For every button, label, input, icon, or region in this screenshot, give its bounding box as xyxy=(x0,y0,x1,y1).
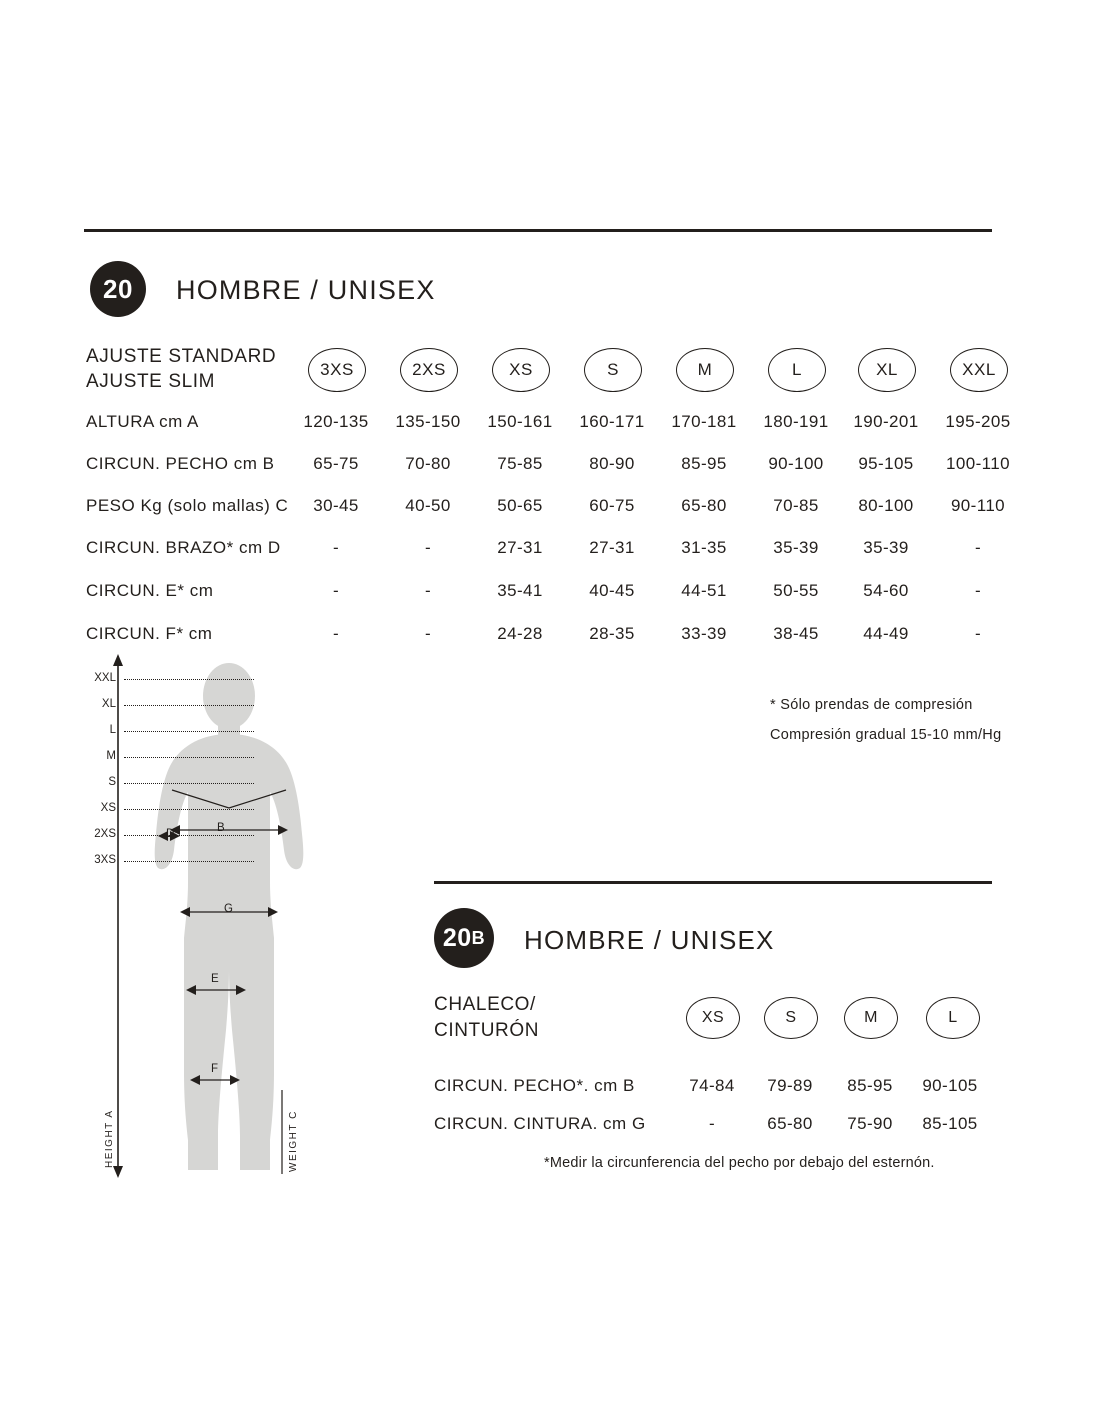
category-label-line1: CHALECO/ xyxy=(434,994,536,1015)
size-header-label: M xyxy=(697,360,713,379)
category-label xyxy=(434,992,539,1044)
section-20b-badge xyxy=(434,908,494,968)
table-cell: 24-28 xyxy=(497,624,543,643)
table-cell: 190-201 xyxy=(853,412,919,431)
section-20-title: HOMBRE / UNISEX xyxy=(176,275,436,305)
section-20-badge xyxy=(90,261,146,317)
measure-label-f: F xyxy=(211,1063,219,1075)
table-row-label: CIRCUN. BRAZO* cm D xyxy=(86,538,281,557)
table-cell: 35-41 xyxy=(497,581,543,600)
table-b-row-label: CIRCUN. PECHO*. cm B xyxy=(434,1076,635,1095)
category-label-line2: CINTURÓN xyxy=(434,1020,540,1041)
table-cell: 50-65 xyxy=(497,496,543,515)
size-header-b-s xyxy=(764,997,818,1039)
size-header-3xs xyxy=(308,348,366,392)
table-cell: 38-45 xyxy=(773,624,819,643)
size-header-xl xyxy=(858,348,916,392)
table-b-cell: 90-105 xyxy=(922,1076,978,1095)
table-cell: 80-90 xyxy=(589,454,635,473)
table-cell: 160-171 xyxy=(579,412,645,431)
fit-slim-label: AJUSTE SLIM xyxy=(86,371,216,392)
compression-note-1: * Sólo prendas de compresión xyxy=(770,697,973,713)
table-cell: - xyxy=(424,624,432,643)
body-diagram xyxy=(84,650,424,1190)
size-header-xxl xyxy=(950,348,1008,392)
size-header-label: XXL xyxy=(962,360,996,379)
section-20b-badge-sub: B xyxy=(471,927,486,948)
table-cell: 90-110 xyxy=(950,496,1006,515)
size-header-label: 2XS xyxy=(412,360,446,379)
table-cell: - xyxy=(974,624,982,643)
table-cell: 35-39 xyxy=(863,538,909,557)
size-header-label: 3XS xyxy=(320,360,354,379)
tick-label-xs: XS xyxy=(100,802,116,814)
table-cell: 70-80 xyxy=(405,454,451,473)
table-row-label: CIRCUN. PECHO cm B xyxy=(86,454,275,473)
table-cell: 80-100 xyxy=(858,496,914,515)
table-cell: 70-85 xyxy=(773,496,819,515)
size-header-label: L xyxy=(948,1009,958,1026)
table-row-label: ALTURA cm A xyxy=(86,412,199,431)
weight-axis-label: WEIGHT C xyxy=(288,1110,299,1172)
fit-type-label xyxy=(86,344,276,394)
table-row-label: CIRCUN. F* cm xyxy=(86,624,213,643)
size-header-label: XS xyxy=(509,360,533,379)
table-cell: 27-31 xyxy=(589,538,635,557)
tick-dotline xyxy=(124,809,254,811)
tick-label-xxl: XXL xyxy=(94,672,116,684)
height-axis-label: HEIGHT A xyxy=(104,1109,115,1168)
size-header-label: M xyxy=(864,1009,878,1026)
size-header-b-xs xyxy=(686,997,740,1039)
tick-dotline xyxy=(124,783,254,785)
table-cell: 65-80 xyxy=(681,496,727,515)
section-20-badge-label: 20 xyxy=(103,273,133,304)
table-cell: 65-75 xyxy=(313,454,359,473)
tick-label-l: L xyxy=(109,724,116,736)
section-20-top-rule xyxy=(84,229,992,232)
table-cell: 54-60 xyxy=(863,581,909,600)
table-cell: 170-181 xyxy=(671,412,737,431)
table-b-cell: 85-105 xyxy=(922,1114,978,1133)
table-row-label: CIRCUN. E* cm xyxy=(86,581,214,600)
section-20b-title: HOMBRE / UNISEX xyxy=(524,925,775,955)
size-header-l xyxy=(768,348,826,392)
table-cell: 40-50 xyxy=(405,496,451,515)
tick-dotline xyxy=(124,757,254,759)
size-header-xs xyxy=(492,348,550,392)
table-cell: 100-110 xyxy=(946,454,1010,473)
table-cell: 195-205 xyxy=(945,412,1011,431)
table-cell: 95-105 xyxy=(858,454,914,473)
section-20b-footnote: *Medir la circunferencia del pecho por debajo del esternón. xyxy=(544,1155,935,1171)
fit-standard-label: AJUSTE STANDARD xyxy=(86,346,277,367)
measure-label-g: G xyxy=(224,903,233,915)
table-b-row-label: CIRCUN. CINTURA. cm G xyxy=(434,1114,646,1133)
table-cell: - xyxy=(332,624,340,643)
table-cell: 85-95 xyxy=(681,454,727,473)
table-cell: 60-75 xyxy=(589,496,635,515)
tick-label-xl: XL xyxy=(101,698,116,710)
tick-dotline xyxy=(124,679,254,681)
table-cell: 50-55 xyxy=(773,581,819,600)
table-b-cell: 75-90 xyxy=(847,1114,893,1133)
table-cell: 90-100 xyxy=(768,454,824,473)
size-header-label: XS xyxy=(701,1009,725,1026)
table-cell: - xyxy=(424,538,432,557)
table-cell: 180-191 xyxy=(763,412,829,431)
table-cell: 135-150 xyxy=(395,412,461,431)
table-b-cell: 65-80 xyxy=(767,1114,813,1133)
table-cell: 40-45 xyxy=(589,581,635,600)
table-cell: 120-135 xyxy=(303,412,369,431)
section-20b-top-rule xyxy=(434,881,992,884)
table-cell: 33-39 xyxy=(681,624,727,643)
size-header-b-l xyxy=(926,997,980,1039)
table-cell: 35-39 xyxy=(773,538,819,557)
tick-label-s: S xyxy=(108,776,116,788)
size-header-2xs xyxy=(400,348,458,392)
table-cell: 30-45 xyxy=(313,496,359,515)
table-cell: - xyxy=(332,581,340,600)
table-b-cell: 85-95 xyxy=(847,1076,893,1095)
size-header-b-m xyxy=(844,997,898,1039)
table-cell: 44-49 xyxy=(863,624,909,643)
measure-label-b: B xyxy=(217,822,225,834)
tick-dotline xyxy=(124,731,254,733)
measure-label-d: D xyxy=(166,828,175,840)
tick-dotline xyxy=(124,705,254,707)
size-header-m xyxy=(676,348,734,392)
table-cell: - xyxy=(332,538,340,557)
table-cell: 31-35 xyxy=(681,538,727,557)
size-header-label: L xyxy=(792,360,802,379)
table-cell: - xyxy=(424,581,432,600)
section-20b-badge-label: 20 xyxy=(442,923,472,952)
size-header-label: S xyxy=(785,1009,797,1026)
table-cell: 150-161 xyxy=(487,412,553,431)
table-cell: 28-35 xyxy=(589,624,635,643)
tick-dotline xyxy=(124,861,254,863)
compression-note-2: Compresión gradual 15-10 mm/Hg xyxy=(770,727,1002,743)
table-cell: 44-51 xyxy=(681,581,727,600)
size-header-label: XL xyxy=(876,360,898,379)
tick-dotline xyxy=(124,835,254,837)
size-header-label: S xyxy=(607,360,619,379)
tick-label-2xs: 2XS xyxy=(94,828,116,840)
table-cell: - xyxy=(974,538,982,557)
size-header-s xyxy=(584,348,642,392)
table-b-cell: 79-89 xyxy=(767,1076,813,1095)
table-b-cell: - xyxy=(708,1114,716,1133)
table-cell: 27-31 xyxy=(497,538,543,557)
tick-label-3xs: 3XS xyxy=(94,854,116,866)
table-row-label: PESO Kg (solo mallas) C xyxy=(86,496,289,515)
measure-label-e: E xyxy=(211,973,219,985)
table-cell: 75-85 xyxy=(497,454,543,473)
table-cell: - xyxy=(974,581,982,600)
tick-label-m: M xyxy=(106,750,116,762)
table-b-cell: 74-84 xyxy=(689,1076,735,1095)
